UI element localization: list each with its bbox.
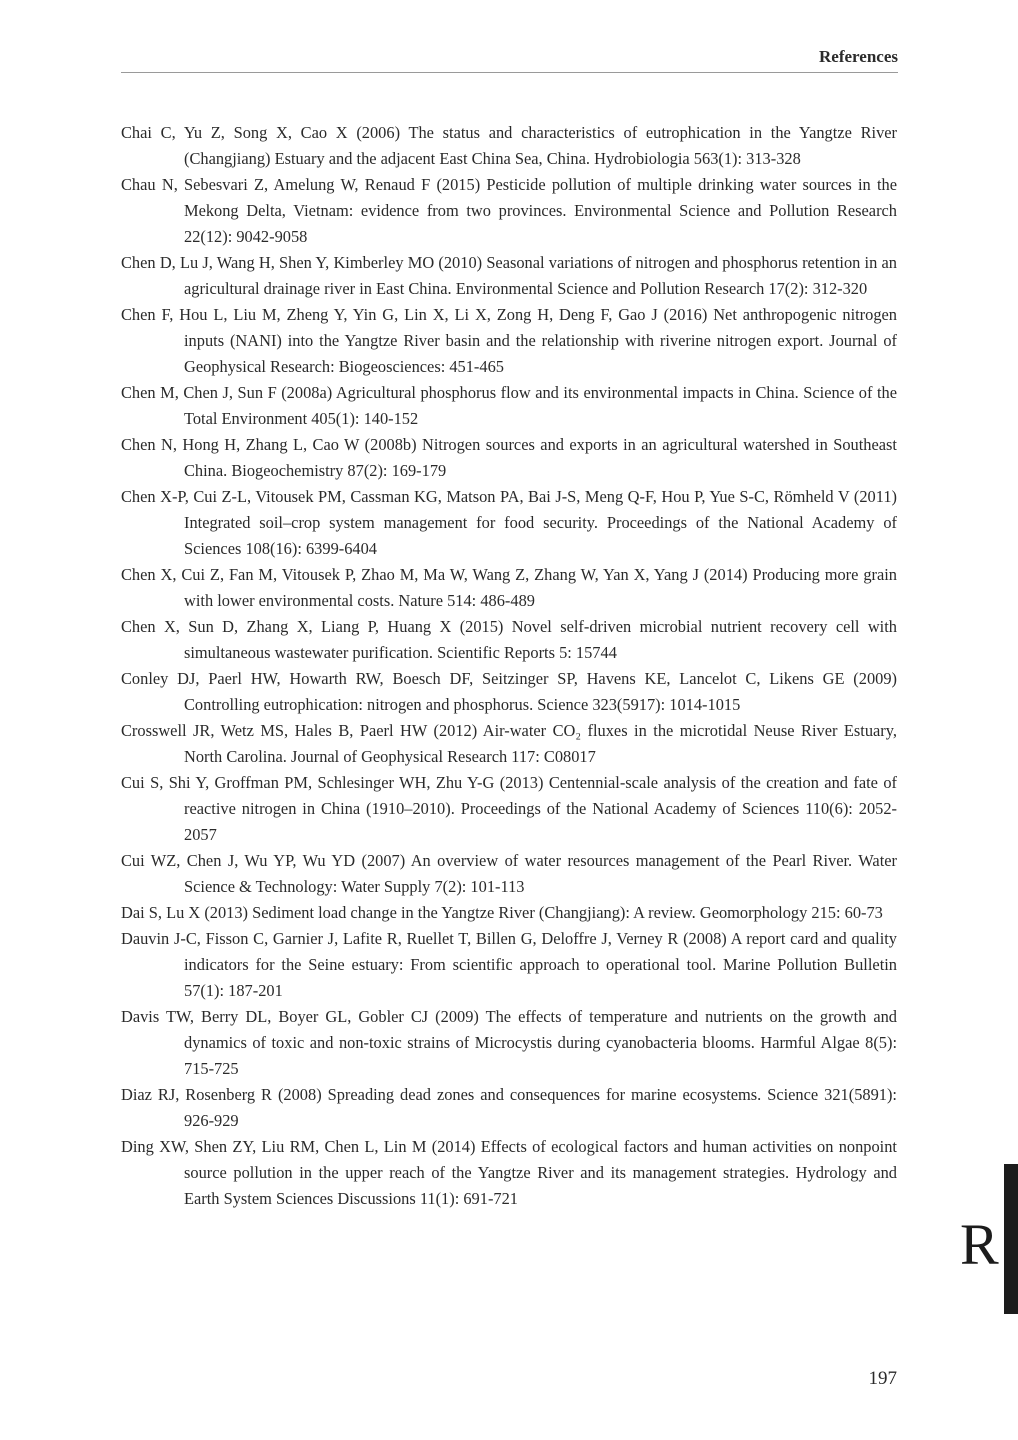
reference-entry: Chen N, Hong H, Zhang L, Cao W (2008b) Nitrogen sources and exports in an agricultural watershed in Southeast China. Biogeochemistry 87(2): 169-179 — [121, 435, 897, 480]
section-title: References — [819, 47, 898, 66]
reference-entry: Ding XW, Shen ZY, Liu RM, Chen L, Lin M (2014) Effects of ecological factors and human activities on nonpoint source pollution in the upper reach of the Yangtze River and its management strategies. Hydrology and Earth System Sciences Discussions 11(1): 691-721 — [121, 1137, 897, 1208]
reference-entry: Chen X, Sun D, Zhang X, Liang P, Huang X (2015) Novel self-driven microbial nutrient recovery cell with simultaneous wastewater purification. Scientific Reports 5: 15744 — [121, 617, 897, 662]
reference-entry: Chai C, Yu Z, Song X, Cao X (2006) The status and characteristics of eutrophication in the Yangtze River (Changjiang) Estuary and the adjacent East China Sea, China. Hydrobiologia 563(1): 313-328 — [121, 123, 897, 168]
thumb-index-tab — [1004, 1164, 1018, 1314]
reference-entry: Chen D, Lu J, Wang H, Shen Y, Kimberley MO (2010) Seasonal variations of nitrogen and phosphorus retention in an agricultural drainage river in East China. Environmental Science and Pollution Research 17(2): 312-320 — [121, 253, 897, 298]
reference-entry: Chen F, Hou L, Liu M, Zheng Y, Yin G, Lin X, Li X, Zong H, Deng F, Gao J (2016) Net anthropogenic nitrogen inputs (NANI) into the Yangtze River basin and the relationship with riverine nitrogen export. Journal of Geophysical Research: Biogeosciences: 451-465 — [121, 305, 897, 376]
reference-entry: Chen X, Cui Z, Fan M, Vitousek P, Zhao M, Ma W, Wang Z, Zhang W, Yan X, Yang J (2014) Producing more grain with lower environmental costs. Nature 514: 486-489 — [121, 565, 897, 610]
reference-entry: Dauvin J-C, Fisson C, Garnier J, Lafite R, Ruellet T, Billen G, Deloffre J, Verney R (2008) A report card and quality indicators for the Seine estuary: From scientific approach to operational tool. Marine Pollution Bulletin 57(1): 187-201 — [121, 929, 897, 1000]
reference-entry: Cui WZ, Chen J, Wu YP, Wu YD (2007) An overview of water resources management of the Pearl River. Water Science & Technology: Water Supply 7(2): 101-113 — [121, 851, 897, 896]
reference-entry: Crosswell JR, Wetz MS, Hales B, Paerl HW (2012) Air-water CO₂ fluxes in the microtidal Neuse River Estuary, North Carolina. Journal of Geophysical Research 117: C08017 — [121, 721, 897, 766]
reference-entry: Chen X-P, Cui Z-L, Vitousek PM, Cassman KG, Matson PA, Bai J-S, Meng Q-F, Hou P, Yue S-C, Römheld V (2011) Integrated soil–crop system management for food security. Proceedings of the National Academy of Sciences 108(16): 6399-6404 — [121, 487, 897, 558]
reference-entry: Dai S, Lu X (2013) Sediment load change in the Yangtze River (Changjiang): A review. Geomorphology 215: 60-73 — [121, 903, 883, 922]
running-head — [121, 46, 898, 73]
reference-entry: Chau N, Sebesvari Z, Amelung W, Renaud F (2015) Pesticide pollution of multiple drinking water sources in the Mekong Delta, Vietnam: evidence from two provinces. Environmental Science and Pollution Research 22(12): 9042-9058 — [121, 175, 897, 246]
reference-list — [121, 120, 897, 1212]
page-number: 197 — [868, 1368, 897, 1389]
reference-entry: Chen M, Chen J, Sun F (2008a) Agricultural phosphorus flow and its environmental impacts in China. Science of the Total Environment 405(1): 140-152 — [121, 383, 897, 428]
reference-entry: Conley DJ, Paerl HW, Howarth RW, Boesch DF, Seitzinger SP, Havens KE, Lancelot C, Likens GE (2009) Controlling eutrophication: nitrogen and phosphorus. Science 323(5917): 1014-1015 — [121, 669, 897, 714]
reference-entry: Diaz RJ, Rosenberg R (2008) Spreading dead zones and consequences for marine ecosystems. Science 321(5891): 926-929 — [121, 1085, 897, 1130]
reference-entry: Davis TW, Berry DL, Boyer GL, Gobler CJ (2009) The effects of temperature and nutrients on the growth and dynamics of toxic and non-toxic strains of Microcystis during cyanobacteria blooms. Harmful Algae 8(5): 715-725 — [121, 1007, 897, 1078]
reference-entry: Cui S, Shi Y, Groffman PM, Schlesinger WH, Zhu Y-G (2013) Centennial-scale analysis of the creation and fate of reactive nitrogen in China (1910–2010). Proceedings of the National Academy of Sciences 110(6): 2052-2057 — [121, 773, 897, 844]
thumb-index-letter: R — [960, 1212, 999, 1277]
